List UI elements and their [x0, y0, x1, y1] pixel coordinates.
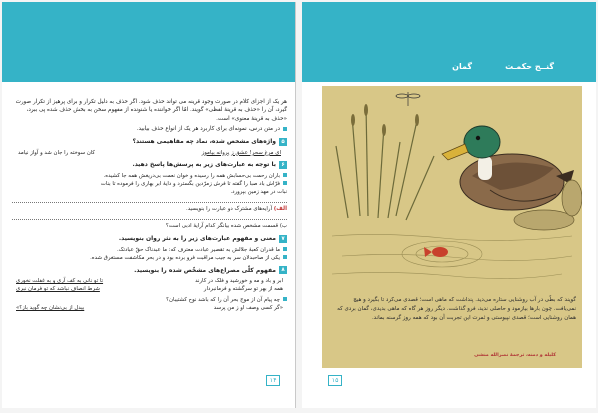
- question-text: با توجه به عبارت‌های زیر به پرسش‌ها پاسخ دهید.: [132, 161, 276, 169]
- q6-line-3: نبات در مهد زمین بپرورد.: [230, 189, 287, 196]
- page-number: ۱۴: [266, 375, 280, 386]
- verse-right: ابر و باد و مه و خورشید و فلک در کارند: [195, 278, 283, 285]
- question-text: معنی و مفهوم عبارت‌های زیر را به نثر روان بنویسید.: [118, 235, 276, 243]
- question-text: مفهوم کلّی مصراع‌های مشخّص شده را بنویسید.: [134, 266, 276, 274]
- question-7: [12, 235, 287, 243]
- question-number: ۶: [279, 161, 287, 169]
- lesson-title: گمان: [452, 62, 472, 71]
- intro-note: در متن درس، نمونه‌ای برای کاربرد هر یک از انواع حذف بیابید.: [12, 125, 287, 133]
- q7-line-2: یکی از صاحبدلان سر به جیب مراقبت فرو برده بود و در بحر مکاشفت مستغرق شده.: [12, 254, 287, 262]
- question-number: ۷: [279, 235, 287, 243]
- question-9-text: چه پیام آن از موج بحر آن را که باشد نوح کشتیبان؟: [12, 296, 287, 304]
- page-number: ۱۵: [328, 375, 342, 386]
- duck-illustration: [322, 86, 582, 286]
- verse-row: [12, 149, 287, 157]
- bullet-icon: [283, 181, 287, 185]
- verse-right: همه از بهر تو سرگشته و فرمانبردار: [203, 286, 283, 293]
- left-header-band: [2, 2, 295, 82]
- q7-line-1: ما قدران کعبهٔ جلالش به تقصیر عبادت معترف که: ما عبدناک حقّ عبادتک.: [12, 246, 287, 254]
- question-number: ۸: [279, 266, 287, 274]
- answer-line: [12, 197, 287, 203]
- question-5: [12, 138, 287, 146]
- question-number: ۵: [279, 138, 287, 146]
- q6-part-a: الف) آرایه‌های مشترک دو عبارت را بنویسید.: [185, 206, 287, 213]
- verse-left: کان سوخته را جان شد و آواز نیامد: [18, 149, 95, 156]
- bullet-icon: [283, 127, 287, 131]
- q6-line-1: باران رحمت بی‌حسابش همه را رسیده و خوان نعمت بی‌دریغش همه جا کشیده.: [12, 172, 287, 180]
- bullet-icon: [283, 173, 287, 177]
- right-page: [302, 2, 596, 408]
- source-credit: کلیله و دمنه، ترجمهٔ نصرالله منشی: [474, 353, 556, 358]
- intro-paragraph: هر یک از اجزای کلام در صورت وجود قرینه می تواند حذف شود. اگر حذف به دلیل تکرار و برای پرهیز از تکرار صورت گیرد، آن را «حذف به قرینهٔ لفظی» گویند. امّا اگر خواننده یا شنونده از مفهوم سخن به بخش حذف شده پی ببرد، «حذف به قرینهٔ معنوی» است.: [15, 99, 287, 122]
- verse-right: ای مرغ سحر! عشق ز پروانه بیاموز: [201, 149, 281, 156]
- section-title: گنــج حکمـت: [505, 62, 554, 71]
- verse-row: [12, 304, 287, 312]
- verse-left: تا تو نانی به کف آری و به غفلت نخوری: [16, 278, 104, 285]
- verse-right: «گر کسی وصف او ز من پرسد: [213, 305, 283, 312]
- story-caption: گویند که بطّی در آب روشنایی ستاره می‌دید. پنداشت که ماهی است؛ قصدی می‌کرد تا بگیرد و هیچ نمی‌یافت. چون بارها بیازمود و حاصلی ندید، فرو گذاشت. دیگر روز هر گاه که ماهی بدیدی، گمان بردی که همان روشنایی است؛ قصدی نپیوستی و ثمرت این تجربت آن بود که همه روز گرسنه بماند.: [337, 297, 576, 321]
- bullet-icon: [283, 255, 287, 259]
- question-6: [12, 161, 287, 169]
- verse-row: [12, 277, 287, 285]
- verse-row: [12, 285, 287, 293]
- left-page-content: [12, 98, 287, 312]
- question-8: [12, 266, 287, 274]
- verse-left: بیدل از بی‌نشان چه گوید باز؟»: [16, 305, 85, 312]
- q6-part-b: ب) قسمت مشخص شده بیانگر کدام آرایهٔ ادبی است؟: [165, 223, 287, 230]
- bullet-icon: [283, 247, 287, 251]
- q6-line-2: فرّاش باد صبا را گفته تا فرش زمرّدین بگسترد و دایهٔ ابر بهاری را فرموده تا بنات: [12, 180, 287, 188]
- verse-left: شرط انصاف نباشد که تو فرمان نبری: [16, 286, 100, 293]
- left-page: [2, 2, 296, 408]
- answer-line: [12, 214, 287, 220]
- bullet-icon: [283, 297, 287, 301]
- question-text: واژه‌های مشخص شده، نماد چه مفاهیمی هستند؟: [132, 138, 276, 146]
